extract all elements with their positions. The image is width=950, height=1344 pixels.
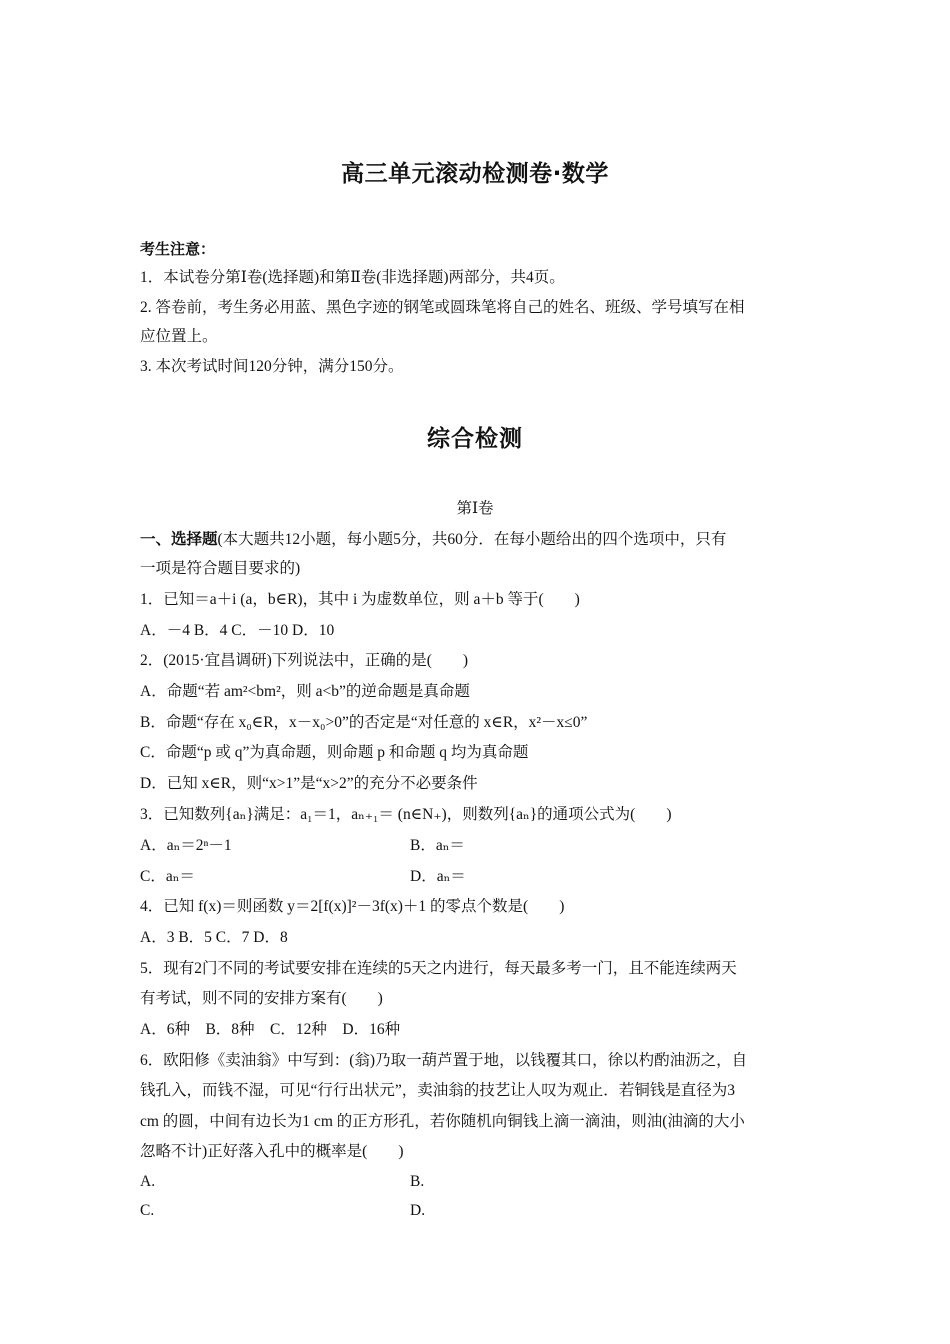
question-3-row-1 [140, 835, 812, 857]
question-6-option-d: D. [410, 1202, 426, 1219]
question-6-row-1 [140, 1171, 812, 1193]
question-6-option-b: B. [410, 1173, 425, 1190]
section-heading-cont: 一项是符合题目要求的) [140, 560, 301, 577]
question-5-cont: 有考试，则不同的安排方案有( ) [140, 990, 383, 1007]
question-5: 5．现有2门不同的考试要安排在连续的5天之内进行，每天最多考一门，且不能连续两天 [140, 960, 737, 977]
question-2-option-b: B．命题“存在 x₀∈R，x－x₀>0”的否定是“对任意的 x∈R，x²－x≤0” [140, 714, 588, 731]
question-4: 4．已知 f(x)＝则函数 y＝2[f(x)]²－3f(x)＋1 的零点个数是( ) [140, 898, 565, 915]
question-2-option-c: C．命题“p 或 q”为真命题，则命题 p 和命题 q 均为真命题 [140, 744, 529, 761]
question-3-option-a: A．aₙ＝2ⁿ－1 [140, 837, 232, 854]
question-6-cont-1: 钱孔入，而钱不湿，可见“行行出状元”，卖油翁的技艺让人叹为观止．若铜钱是直径为3 [140, 1082, 736, 1099]
question-6-option-a: A. [140, 1173, 156, 1190]
notice-item-2-cont: 应位置上。 [140, 328, 218, 345]
question-2: 2．(2015·宜昌调研)下列说法中，正确的是( ) [140, 652, 469, 669]
question-2-option-a: A．命题“若 am²<bm²，则 a<b”的逆命题是真命题 [140, 683, 470, 700]
question-3-option-c: C．aₙ＝ [140, 868, 195, 885]
question-5-options: A．6种 B．8种 C．12种 D．16种 [140, 1021, 401, 1038]
question-6-option-c: C. [140, 1202, 155, 1219]
question-6-cont-2: cm 的圆，中间有边长为1 cm 的正方形孔，若你随机向铜钱上滴一滴油，则油(油滴的大小 [140, 1113, 745, 1130]
section-head-text: (本大题共12小题，每小题5分，共60分．在每小题给出的四个选项中，只有 [217, 531, 727, 548]
question-6: 6．欧阳修《卖油翁》中写到：(翁)乃取一葫芦置于地，以钱覆其口，徐以杓酌油沥之，自 [140, 1052, 748, 1069]
section-head-label: 一、选择题 [140, 530, 218, 548]
notice-item-1: 1．本试卷分第Ⅰ卷(选择题)和第Ⅱ卷(非选择题)两部分，共4页。 [140, 269, 565, 286]
question-3: 3．已知数列{aₙ}满足：a₁＝1，aₙ₊₁＝ (n∈N₊)，则数列{aₙ}的通项公式为( ) [140, 806, 672, 823]
question-4-options: A．3 B．5 C．7 D．8 [140, 929, 288, 946]
section-title: 综合检测 [427, 426, 523, 452]
section-heading [140, 528, 812, 551]
question-3-row-2 [140, 866, 812, 888]
question-6-row-2 [140, 1200, 812, 1222]
notice-item-3: 3. 本次考试时间120分钟，满分150分。 [140, 358, 404, 375]
notice-item-2: 2. 答卷前，考生务必用蓝、黑色字迹的钢笔或圆珠笔将自己的姓名、班级、学号填写在相 [140, 299, 745, 316]
notice-heading: 考生注意： [140, 240, 216, 258]
question-2-option-d: D．已知 x∈R，则“x>1”是“x>2”的充分不必要条件 [140, 775, 478, 792]
page-title: 高三单元滚动检测卷·数学 [341, 161, 609, 187]
question-1-options: A．－4 B．4 C．－10 D．10 [140, 622, 335, 639]
part-label: 第Ⅰ卷 [456, 500, 494, 517]
question-1: 1．已知＝a＋i (a，b∈R)，其中 i 为虚数单位，则 a＋b 等于( ) [140, 591, 580, 608]
question-3-option-b: B．aₙ＝ [410, 837, 465, 854]
question-6-cont-3: 忽略不计)正好落入孔中的概率是( ) [140, 1143, 404, 1160]
question-3-option-d: D．aₙ＝ [410, 868, 466, 885]
